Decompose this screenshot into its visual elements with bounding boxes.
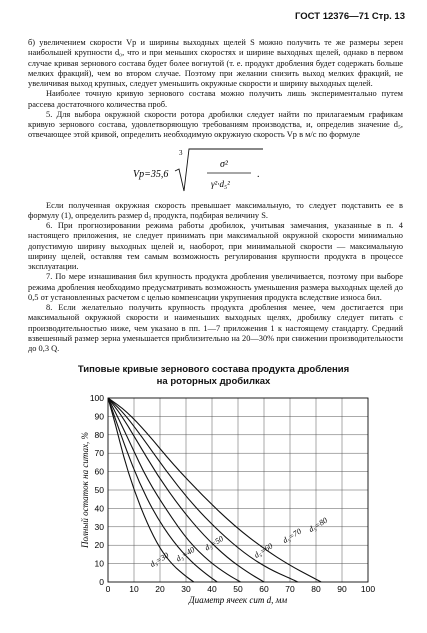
- chart-title-line: Типовые кривые зернового состава продукта дробления: [77, 364, 350, 375]
- curve-label: d₅=30: [148, 550, 171, 569]
- x-tick-label: 100: [360, 584, 376, 594]
- x-tick-label: 10: [129, 584, 139, 594]
- x-tick-label: 20: [155, 584, 165, 594]
- x-tick-label: 0: [105, 584, 111, 594]
- paragraph: 7. По мере изнашивания бил крупность продукта дробления увеличивается, поэтому при выборе режима дробления необходимо предусматривать возможность уменьшения размера выходных щелей до 0,5 от установленных расчетом с целью компенсации укрупнения продукта вследствие износа бил.: [28, 272, 403, 302]
- paragraph: Наиболее точную кривую зернового состава можно получить лишь экспериментально путем рассева достаточного количества проб.: [28, 89, 403, 109]
- formula-root-index: 3: [179, 148, 183, 157]
- chart-title-line: на роторных дробилках: [156, 376, 271, 387]
- formula-numerator: σ²: [220, 158, 228, 170]
- x-tick-label: 30: [181, 584, 191, 594]
- y-tick-label: 40: [94, 503, 104, 514]
- paragraph: 6. При прогнозировании режима работы дробилок, учитывая замечания, указанные в п. 4 настоящего приложения, не следует принимать при максимальной окружной скорости минимально допустимую ширину выходных щелей и, наоборот, при минимальной скорости — максимальную ширину щелей, оставляя тем самым возможность регулирования крупности продукта в процессе эксплуатации.: [28, 221, 403, 271]
- x-tick-label: 70: [285, 584, 295, 594]
- y-tick-label: 90: [94, 411, 104, 422]
- paragraph: Если полученная окружная скорость превышает максимальную, то следует подставить ее в формулу (1), определить размер d₅ продукта, подбирая величину S.: [28, 200, 403, 220]
- y-tick-label-zero: 0: [99, 577, 104, 587]
- x-axis-label: Диаметр ячеек сит d, мм: [188, 595, 288, 605]
- x-tick-label: 50: [233, 584, 243, 594]
- curve-label: d₅=60: [252, 541, 275, 560]
- y-tick-label: 70: [94, 448, 104, 459]
- curve-label: d₅=40: [174, 545, 197, 564]
- x-tick-label: 40: [207, 584, 217, 594]
- y-tick-label: 100: [89, 393, 104, 403]
- paragraph: 5. Для выбора окружной скорости ротора дробилки следует найти по прилагаемым графикам кривую зернового состава, удовлетворяющую требованиям производства, и, определив значение d₅, отвечающее этой кривой, определить необходимую окружную скорость Vр в м/с по формуле: [28, 109, 403, 140]
- y-tick-label: 50: [94, 485, 104, 495]
- x-tick-label: 80: [311, 584, 321, 594]
- y-tick-label: 30: [94, 521, 104, 532]
- y-tick-label: 10: [94, 558, 104, 569]
- y-axis-label: Полный остаток на ситах, %: [80, 432, 90, 548]
- x-tick-label: 90: [337, 584, 347, 594]
- y-tick-label: 60: [94, 466, 104, 477]
- page-header: ГОСТ 12376—71 Стр. 13: [294, 11, 405, 22]
- paragraph: б) увеличением скорости Vр и ширины выходных щелей S можно получить те же размеры зерен наибольшей крупности d₀, что и при меньших скоростях и ширине выходных щелей, однако в первом случае кривая зернового состава будет более вогнутой (т. е. продукт дробления будет содержать больше мелких фракций), чем во втором случае. Поэтому при желании снизить выход мелких фракций, не увеличивая выход крупных, следует уменьшить окружные скорости и ширину выходных щелей.: [28, 38, 403, 88]
- formula-period: .: [257, 168, 260, 180]
- curve-label: d₅=70: [281, 526, 303, 546]
- formula-lhs: Vр=35,6: [133, 168, 169, 180]
- formula-denominator: γ²·d₅²: [211, 178, 230, 189]
- curve-label: d₅=80: [307, 515, 329, 535]
- y-tick-label: 80: [94, 429, 104, 440]
- x-tick-label: 60: [259, 584, 269, 594]
- paragraph: 8. Если желательно получить крупность продукта дробления менее, чем достигается при максимальной окружной скорости и наименьших выходных щелях, дробилку следует питать с производительностью ниже, чем указано в пп. 1—7 приложения 1 к настоящему стандарту. Средний взвешенный размер зерна уменьшается приблизительно на 20—30% при снижении производительности до 0,3 Q.: [28, 303, 403, 353]
- y-tick-label: 20: [94, 540, 104, 551]
- curve-label: d₅=50: [203, 534, 225, 553]
